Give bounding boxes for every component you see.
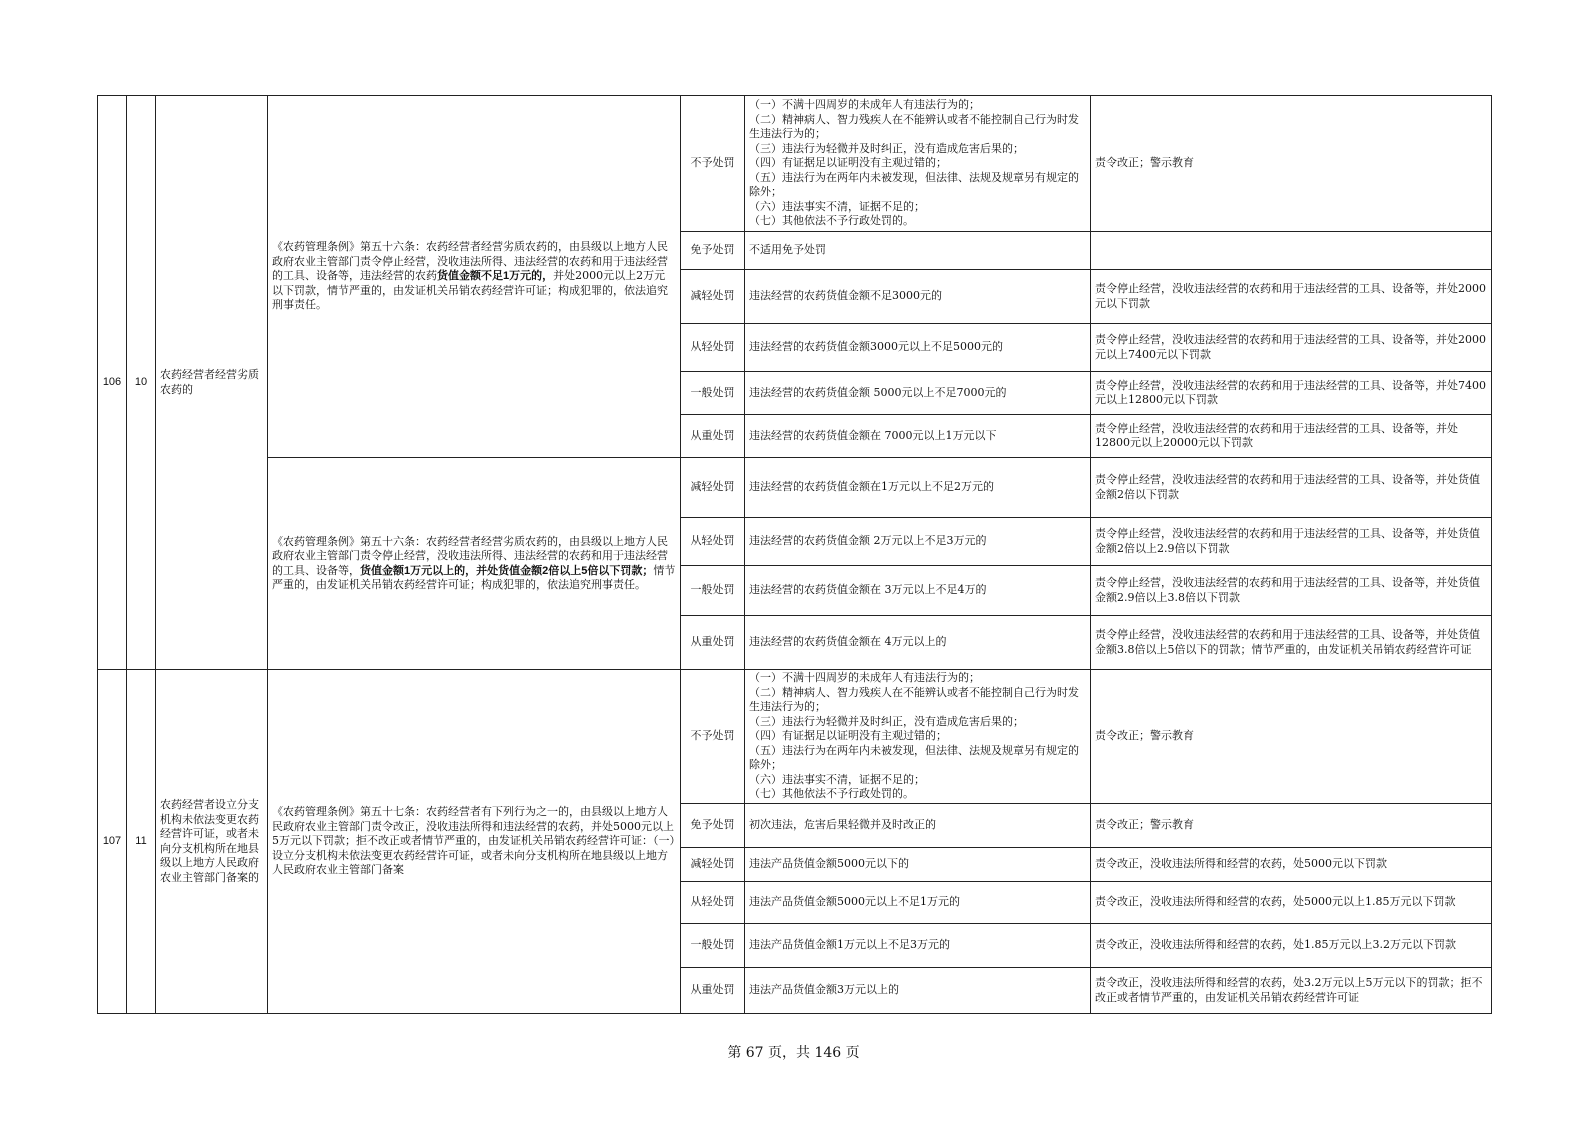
penalty-measure: 责令改正，没收违法所得和经营的农药，处5000元以下罚款 [1091, 848, 1492, 882]
condition: 违法经营的农药货值金额 2万元以上不足3万元的 [745, 518, 1091, 566]
condition: 违法经营的农药货值金额3000元以上不足5000元的 [745, 324, 1091, 372]
penalty-measure: 责令停止经营，没收违法经营的农药和用于违法经营的工具、设备等，并处货值金额3.8倍以上5倍以下的罚款；情节严重的，由发证机关吊销农药经营许可证 [1091, 616, 1492, 670]
penalty-category: 从重处罚 [681, 968, 745, 1014]
condition-line: （五）违法行为在两年内未被发现，但法律、法规及规章另有规定的除外； [749, 743, 1079, 772]
penalty-measure: 责令改正，没收违法所得和经营的农药，处5000元以上1.85万元以下罚款 [1091, 882, 1492, 924]
penalty-category: 免予处罚 [681, 232, 745, 270]
penalty-category: 一般处罚 [681, 566, 745, 616]
penalty-measure: 责令改正；警示教育 [1091, 670, 1492, 804]
condition-line: （三）违法行为轻微并及时纠正，没有造成危害后果的； [749, 714, 1024, 728]
condition-line: （五）违法行为在两年内未被发现，但法律、法规及规章另有规定的除外； [749, 170, 1079, 199]
condition: 违法产品货值金额5000元以上不足1万元的 [745, 882, 1091, 924]
condition-line: （一）不满十四周岁的未成年人有违法行为的； [749, 671, 980, 685]
table-row [98, 96, 1492, 232]
basis-text: 《农药管理条例》第五十六条：农药经营者经营劣质农药的，由县级以上地方人民政府农业主管部门责令停止经营，没收违法所得、违法经营的农药和用于违法经营的工具、设备等，违法经营的农药 [272, 240, 668, 283]
penalty-table [97, 95, 1492, 1014]
penalty-category: 减轻处罚 [681, 270, 745, 324]
condition-line: （六）违法事实不清，证据不足的； [749, 199, 925, 213]
item-number: 10 [127, 96, 156, 670]
legal-basis [268, 458, 681, 670]
penalty-measure: 责令改正；警示教育 [1091, 804, 1492, 848]
condition-line: （四）有证据足以证明没有主观过错的； [749, 729, 947, 743]
penalty-category: 不予处罚 [681, 96, 745, 232]
condition-line: （二）精神病人、智力残疾人在不能辨认或者不能控制自己行为时发生违法行为的； [749, 112, 1079, 141]
condition: 违法经营的农药货值金额在 7000元以上1万元以下 [745, 415, 1091, 458]
condition-line: （七）其他依法不予行政处罚的。 [749, 787, 914, 801]
violation-subject: 农药经营者设立分支机构未依法变更农药经营许可证，或者未向分支机构所在地县级以上地方人民政府农业主管部门备案的 [156, 670, 268, 1014]
condition-line: （四）有证据足以证明没有主观过错的； [749, 156, 947, 170]
penalty-category: 一般处罚 [681, 924, 745, 968]
condition-line: （三）违法行为轻微并及时纠正，没有造成危害后果的； [749, 141, 1024, 155]
condition: 违法经营的农药货值金额在1万元以上不足2万元的 [745, 458, 1091, 518]
condition-line: （一）不满十四周岁的未成年人有违法行为的； [749, 98, 980, 112]
seq-number: 107 [98, 670, 127, 1014]
condition-list [745, 670, 1091, 804]
penalty-measure: 责令停止经营，没收违法经营的农药和用于违法经营的工具、设备等，并处12800元以上20000元以下罚款 [1091, 415, 1492, 458]
penalty-category: 从轻处罚 [681, 324, 745, 372]
item-number: 11 [127, 670, 156, 1014]
penalty-measure: 责令停止经营，没收违法经营的农药和用于违法经营的工具、设备等，并处2000元以上7400元以下罚款 [1091, 324, 1492, 372]
penalty-category: 从轻处罚 [681, 518, 745, 566]
penalty-category: 从重处罚 [681, 616, 745, 670]
basis-text: 并处2000元以上2万元以下罚款，情节严重的，由发证机关吊销农药经营许可证；构成犯罪的，依法追究刑事责任。 [272, 269, 668, 312]
condition: 违法产品货值金额5000元以下的 [745, 848, 1091, 882]
condition: 不适用免予处罚 [745, 232, 1091, 270]
condition-line: （二）精神病人、智力残疾人在不能辨认或者不能控制自己行为时发生违法行为的； [749, 685, 1079, 714]
condition: 违法经营的农药货值金额不足3000元的 [745, 270, 1091, 324]
condition: 违法经营的农药货值金额 5000元以上不足7000元的 [745, 372, 1091, 415]
penalty-category: 从重处罚 [681, 415, 745, 458]
condition: 初次违法，危害后果轻微并及时改正的 [745, 804, 1091, 848]
seq-number: 106 [98, 96, 127, 670]
penalty-measure: 责令停止经营，没收违法经营的农药和用于违法经营的工具、设备等，并处货值金额2倍以上2.9倍以下罚款 [1091, 518, 1492, 566]
penalty-measure: 责令停止经营，没收违法经营的农药和用于违法经营的工具、设备等，并处货值金额2倍以下罚款 [1091, 458, 1492, 518]
penalty-measure: 责令改正，没收违法所得和经营的农药，处3.2万元以上5万元以下的罚款；拒不改正或者情节严重的，由发证机关吊销农药经营许可证 [1091, 968, 1492, 1014]
condition-line: （七）其他依法不予行政处罚的。 [749, 214, 914, 228]
table-row [98, 458, 1492, 518]
penalty-category: 不予处罚 [681, 670, 745, 804]
violation-subject: 农药经营者经营劣质农药的 [156, 96, 268, 670]
basis-emphasis: 货值金额不足1万元的， [437, 270, 554, 283]
condition-list [745, 96, 1091, 232]
basis-text: 情节严重的，由发证机关吊销农药经营许可证；构成犯罪的，依法追究刑事责任。 [272, 563, 676, 591]
penalty-measure: 责令停止经营，没收违法经营的农药和用于违法经营的工具、设备等，并处2000元以下罚款 [1091, 270, 1492, 324]
penalty-category: 减轻处罚 [681, 458, 745, 518]
condition: 违法产品货值金额1万元以上不足3万元的 [745, 924, 1091, 968]
penalty-measure: 责令停止经营，没收违法经营的农药和用于违法经营的工具、设备等，并处7400元以上12800元以下罚款 [1091, 372, 1492, 415]
penalty-category: 从轻处罚 [681, 882, 745, 924]
page-footer: 第 67 页，共 146 页 [727, 1045, 860, 1061]
condition: 违法产品货值金额3万元以上的 [745, 968, 1091, 1014]
legal-basis: 《农药管理条例》第五十七条：农药经营者有下列行为之一的，由县级以上地方人民政府农业主管部门责令改正，没收违法所得和违法经营的农药，并处5000元以上5万元以下罚款；拒不改正或者情节严重的，由发证机关吊销农药经营许可证：（一）设立分支机构未依法变更农药经营许可证，或者未向分支机构所在地县级以上地方人民政府农业主管部门备案 [268, 670, 681, 1014]
condition: 违法经营的农药货值金额在 3万元以上不足4万的 [745, 566, 1091, 616]
condition-line: （六）违法事实不清，证据不足的； [749, 772, 925, 786]
penalty-measure: 责令改正，没收违法所得和经营的农药，处1.85万元以上3.2万元以下罚款 [1091, 924, 1492, 968]
legal-basis [268, 96, 681, 458]
basis-emphasis: 货值金额1万元以上的，并处货值金额2倍以上5倍以下罚款； [360, 564, 654, 577]
penalty-measure: 责令改正；警示教育 [1091, 96, 1492, 232]
penalty-category: 免予处罚 [681, 804, 745, 848]
penalty-measure: 责令停止经营，没收违法经营的农药和用于违法经营的工具、设备等，并处货值金额2.9倍以上3.8倍以下罚款 [1091, 566, 1492, 616]
penalty-category: 一般处罚 [681, 372, 745, 415]
basis-text: 《农药管理条例》第五十六条：农药经营者经营劣质农药的，由县级以上地方人民政府农业主管部门责令停止经营，没收违法所得、违法经营的农药和用于违法经营的工具、设备等， [272, 534, 668, 577]
penalty-measure [1091, 232, 1492, 270]
table-row [98, 670, 1492, 804]
condition: 违法经营的农药货值金额在 4万元以上的 [745, 616, 1091, 670]
penalty-category: 减轻处罚 [681, 848, 745, 882]
